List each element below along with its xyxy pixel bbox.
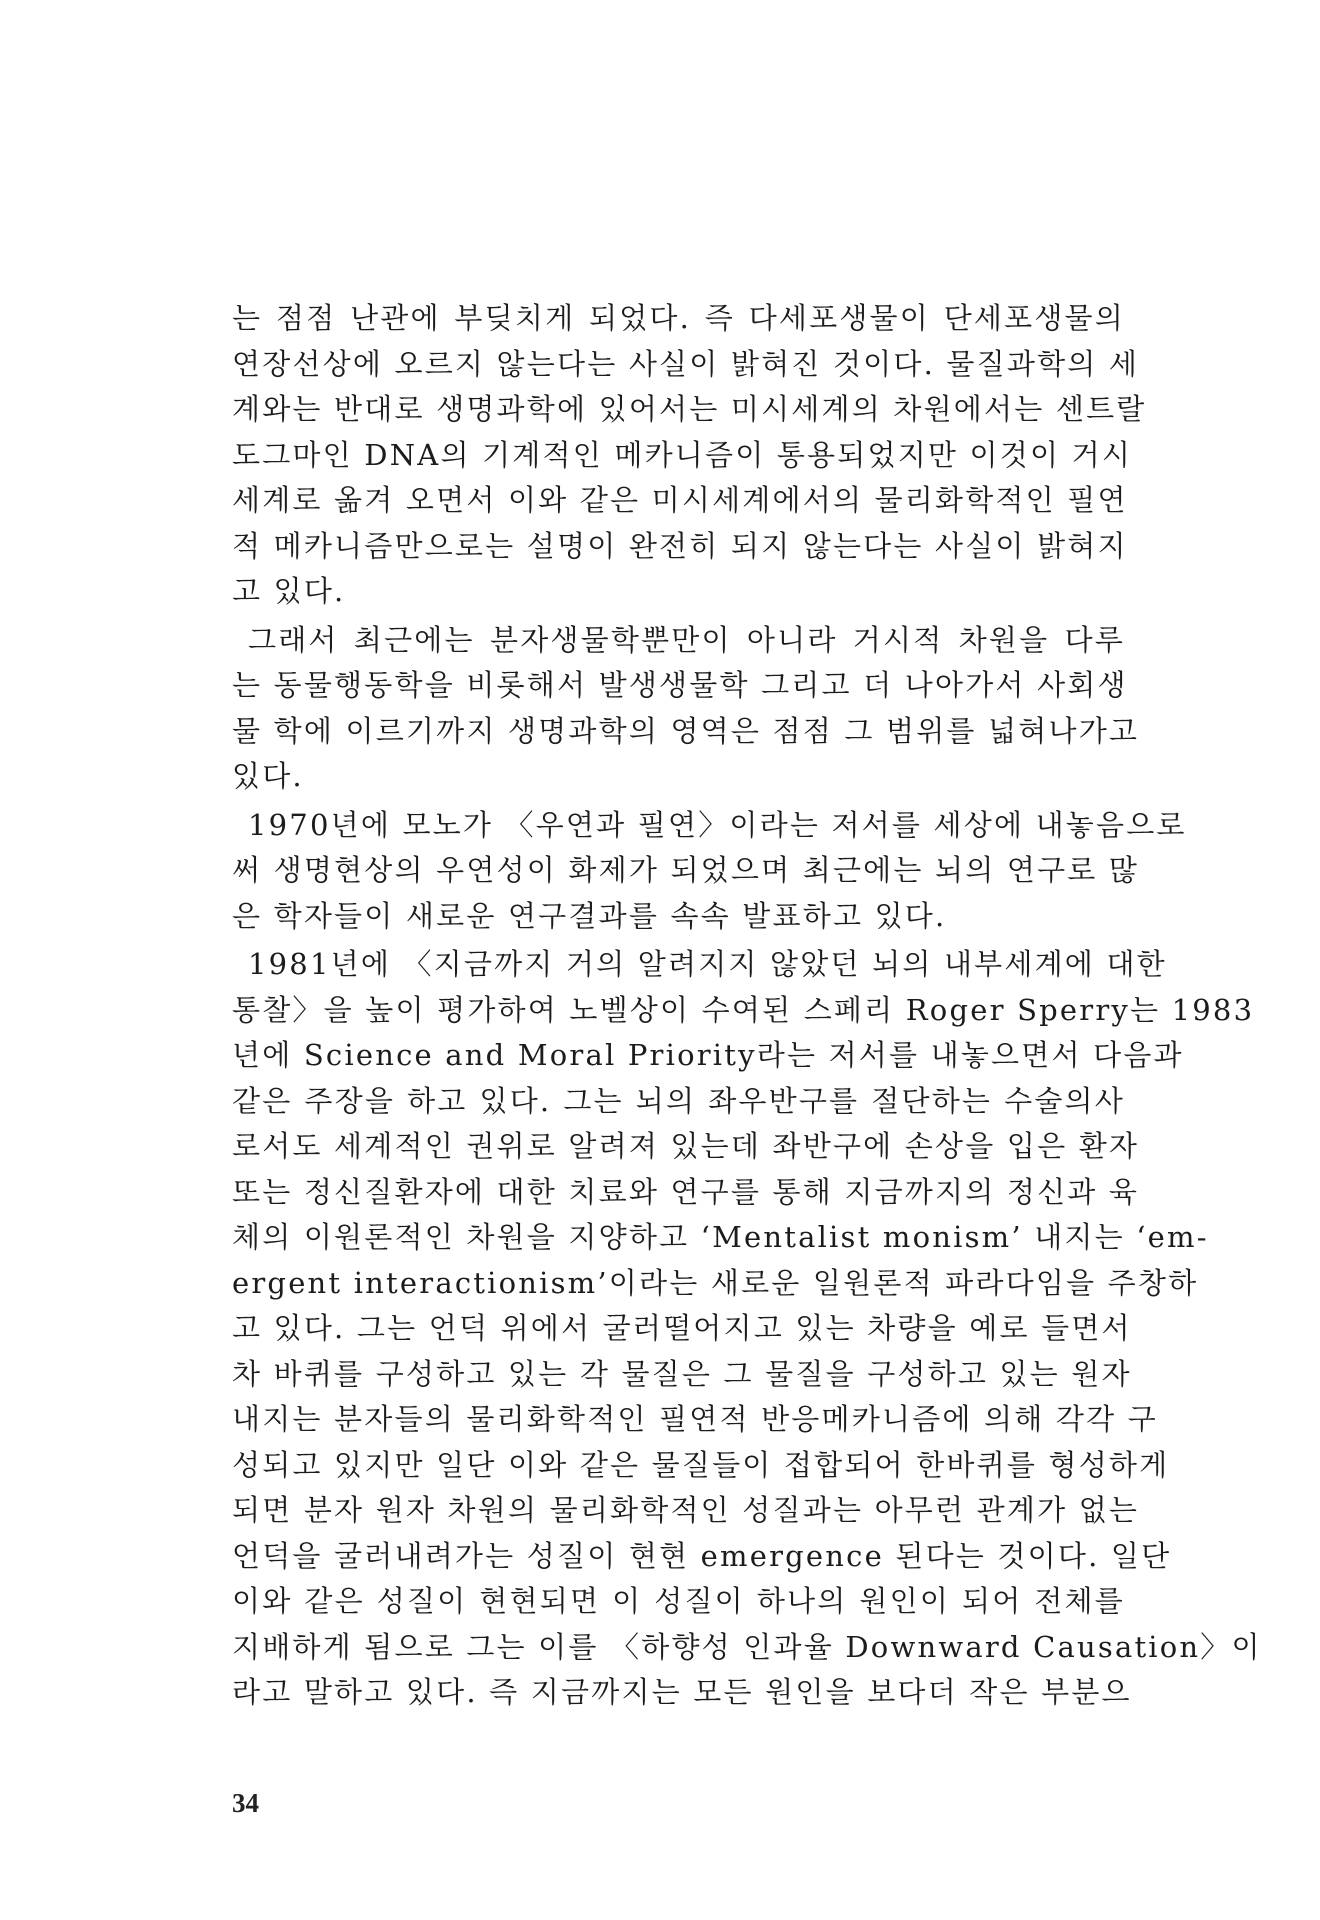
text-line: 1981년에 〈지금까지 거의 알려지지 않았던 뇌의 내부세계에 대한: [248, 947, 1167, 981]
text-line: 성되고 있지만 일단 이와 같은 물질들이 접합되어 한바퀴를 형성하게: [232, 1447, 1170, 1482]
text-line: 계와는 반대로 생명과학에 있어서는 미시세계의 차원에서는 센트랄: [232, 392, 1147, 426]
text-line: 통찰〉을 높이 평가하여 노벨상이 수여된 스페리 Roger Sperry는 1983: [232, 992, 1255, 1027]
text-line: 연장선상에 오르지 않는다는 사실이 밝혀진 것이다. 물질과학의 세: [232, 346, 1140, 381]
text-line: 는 동물행동학을 비롯해서 발생생물학 그리고 더 나아가서 사회생: [232, 668, 1128, 702]
text-line: 년에 Science and Moral Priority라는 저서를 내놓으면서 다음과: [232, 1038, 1184, 1072]
text-line: 로서도 세계적인 권위로 알려져 있는데 좌반구에 손상을 입은 환자: [232, 1129, 1140, 1163]
text-line: 적 메카니즘만으로는 설명이 완전히 되지 않는다는 사실이 밝혀지: [232, 528, 1128, 563]
text-line: 되면 분자 원자 차원의 물리화학적인 성질과는 아무런 관계가 없는: [232, 1493, 1140, 1527]
text-line: 지배하게 됨으로 그는 이를 〈하향성 인과율 Downward Causation〉이: [232, 1629, 1262, 1664]
text-line: 이와 같은 성질이 현현되면 이 성질이 하나의 원인이 되어 전체를: [232, 1584, 1125, 1618]
text-line: 세계로 옮겨 오면서 이와 같은 미시세계에서의 물리화학적인 필연: [232, 483, 1128, 517]
text-line: 또는 정신질환자에 대한 치료와 연구를 통해 지금까지의 정신과 육: [232, 1174, 1140, 1209]
body-text: [232, 296, 1262, 1716]
text-line: 같은 주장을 하고 있다. 그는 뇌의 좌우반구를 절단하는 수술의사: [232, 1083, 1125, 1118]
text-line: ergent interactionism’이라는 새로운 일원론적 파라다임을 주창하: [232, 1265, 1199, 1300]
text-line: 그래서 최근에는 분자생물학뿐만이 아니라 거시적 차원을 다루: [248, 622, 1125, 657]
text-line: 도그마인 DNA의 기계적인 메카니즘이 통용되었지만 이것이 거시: [232, 437, 1133, 472]
text-line: 언덕을 굴러내려가는 성질이 현현 emergence 된다는 것이다. 일단: [232, 1538, 1172, 1573]
text-line: 써 생명현상의 우연성이 화제가 되었으며 최근에는 뇌의 연구로 많: [232, 853, 1140, 887]
text-line: 라고 말하고 있다. 즉 지금까지는 모든 원인을 보다더 작은 부분으: [232, 1675, 1132, 1709]
text-line: 있다.: [232, 759, 304, 793]
text-line: 고 있다. 그는 언덕 위에서 굴러떨어지고 있는 차량을 예로 들면서: [232, 1311, 1132, 1345]
text-line: 체의 이원론적인 차원을 지양하고 ‘Mentalist monism’ 내지는 ‘em-: [232, 1220, 1209, 1254]
text-line: 1970년에 모노가 〈우연과 필연〉이라는 저서를 세상에 내놓음으로: [248, 807, 1187, 842]
text-line: 는 점점 난관에 부딪치게 되었다. 즉 다세포생물이 단세포생물의: [232, 301, 1125, 335]
page-number: 34: [232, 1788, 259, 1818]
text-line: 물 학에 이르기까지 생명과학의 영역은 점점 그 범위를 넓혀나가고: [232, 713, 1140, 748]
text-line: 은 학자들이 새로운 연구결과를 속속 발표하고 있다.: [232, 898, 947, 933]
text-line: 내지는 분자들의 물리화학적인 필연적 반응메카니즘에 의해 각각 구: [232, 1402, 1158, 1436]
text-line: 고 있다.: [232, 574, 346, 608]
text-line: 차 바퀴를 구성하고 있는 각 물질은 그 물질을 구성하고 있는 원자: [232, 1356, 1132, 1391]
